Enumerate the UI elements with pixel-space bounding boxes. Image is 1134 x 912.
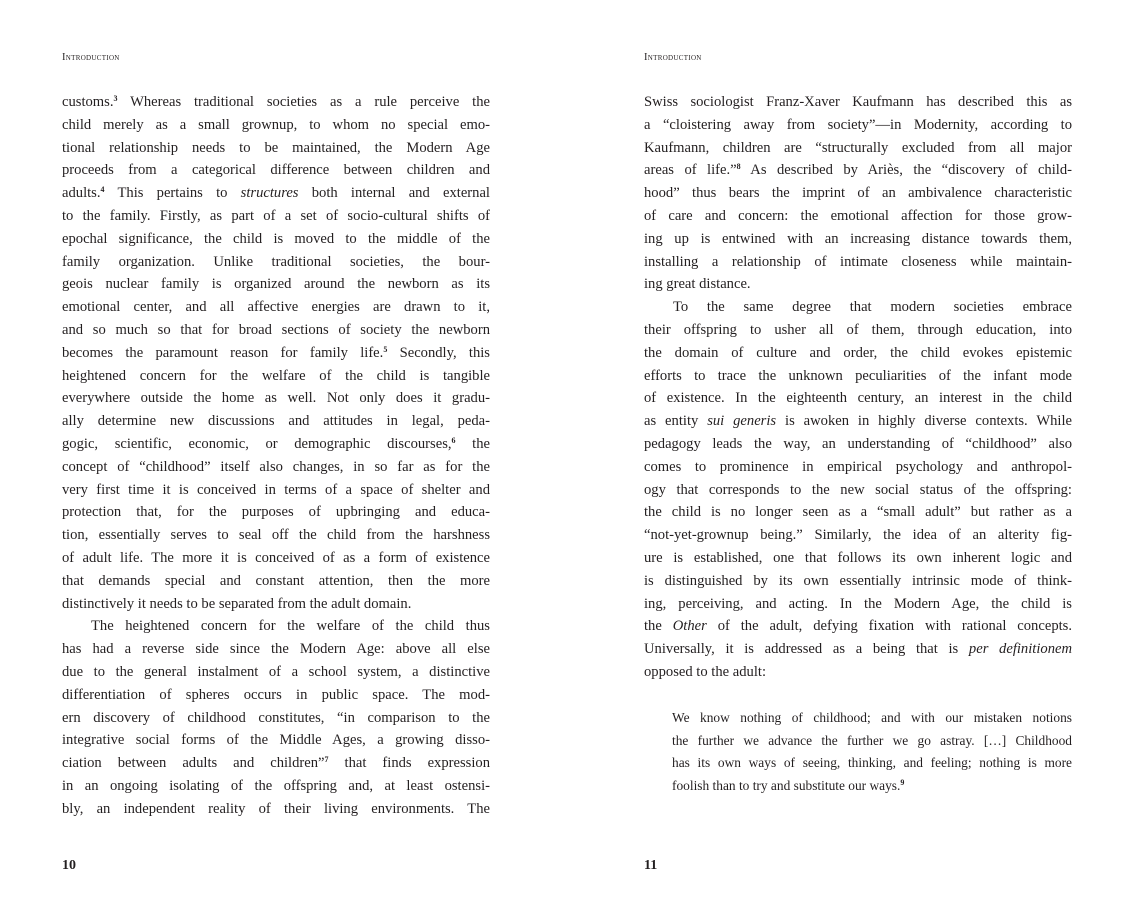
text-line: becomes the paramount reason for family life.$^5$ Secondly, this <box>62 344 490 361</box>
text-line: very first time it is conceived in terms of a space of shelter and <box>62 481 490 498</box>
text-line: has had a reverse side since the Modern Age: above all else <box>62 641 490 658</box>
footnote-ref: 6 <box>451 435 456 445</box>
block-quote <box>672 707 1072 798</box>
text-line: comes to prominence in empirical psychology and anthropol- <box>644 458 1072 475</box>
text-line: geois nuclear family is organized around the newborn as its <box>62 276 490 293</box>
page-number: 10 <box>62 858 76 873</box>
text-line: To the same degree that modern societies embrace <box>673 299 1072 316</box>
text-line: ing up is entwined with an increasing distance towards them, <box>644 230 1072 247</box>
text-line: Swiss sociologist Franz-Xaver Kaufmann has described this as <box>644 94 1072 110</box>
running-head: Introduction <box>644 52 702 63</box>
footnote-ref: 4 <box>100 185 105 195</box>
body-text <box>62 91 490 821</box>
footnote-ref: 9 <box>900 778 905 788</box>
page-number: 11 <box>644 858 658 873</box>
text-line: differentiation of spheres occurs in public space. The mod- <box>62 686 490 703</box>
text-line: concept of “childhood” itself also changes, in so far as for the <box>62 458 490 475</box>
text-line: the child is no longer seen as a “small adult” but rather as a <box>644 504 1072 521</box>
text-line: “not-yet-grownup being.” Similarly, the idea of an alterity fig- <box>644 527 1072 544</box>
text-line: Universally, it is addressed as a being that is per definitionem <box>644 641 1073 658</box>
footnote-ref: 7 <box>324 755 329 765</box>
text-line: child merely as a small grownup, to whom no special emo- <box>62 116 490 133</box>
footnote-ref: 3 <box>113 94 118 103</box>
text-line: Kaufmann, children are “structurally excluded from all major <box>644 139 1072 156</box>
text-line: the domain of culture and order, the child evokes epistemic <box>644 344 1072 361</box>
text-line: adults.$^4$ This pertains to structures both internal and external <box>62 185 490 202</box>
text-line: proceeds from a categorical difference between children and <box>62 162 490 179</box>
text-line: tional relationship needs to be maintained, the Modern Age <box>62 139 490 156</box>
text-line: emotional center, and all affective energies are drawn to it, <box>62 299 490 316</box>
text-line: integrative social forms of the Middle Ages, a growing disso- <box>62 732 490 749</box>
footnote-ref: 5 <box>383 344 388 354</box>
footnote-ref: 8 <box>736 162 741 172</box>
text-line: to the family. Firstly, as part of a set of socio-cultural shifts of <box>62 207 490 224</box>
text-line: a “cloistering away from society”—in Modernity, according to <box>644 116 1072 133</box>
text-line: in an ongoing isolating of the offspring and, at least ostensi- <box>62 777 490 794</box>
quote-line: the further we advance the further we go astray. […] Childhood <box>672 732 1072 748</box>
text-line: as entity sui generis is awoken in highly diverse contexts. While <box>644 413 1072 430</box>
text-line: ally determine new discussions and attitudes in legal, peda- <box>62 413 490 430</box>
text-line: of existence. In the eighteenth century, an interest in the child <box>644 390 1072 407</box>
text-line: tion, essentially serves to seal off the child from the harshness <box>62 527 490 544</box>
text-line: ure is established, one that follows its own inherent logic and <box>644 549 1072 566</box>
text-line: areas of life.”$^8$ As described by Ariès, the “discovery of child- <box>644 162 1072 179</box>
text-line: ogy that corresponds to the new social status of the offspring: <box>644 481 1072 498</box>
text-line: protection that, for the purposes of upbringing and educa- <box>62 504 490 521</box>
text-line: bly, an independent reality of their living environments. The <box>62 800 490 817</box>
text-line: that demands special and constant attention, then the more <box>62 572 490 589</box>
text-line: installing a relationship of intimate closeness while maintain- <box>644 253 1072 270</box>
text-line: ing, perceiving, and acting. In the Modern Age, the child is <box>644 595 1072 612</box>
quote-line: has its own ways of seeing, thinking, and feeling; nothing is more <box>672 755 1072 771</box>
left-page <box>62 0 490 912</box>
text-line: epochal significance, the child is moved to the middle of the <box>62 230 490 247</box>
text-line: The heightened concern for the welfare of the child thus <box>91 618 490 635</box>
text-line: of care and concern: the emotional affection for those grow- <box>644 207 1072 224</box>
text-line: ern discovery of childhood constitutes, “in comparison to the <box>62 709 490 726</box>
text-line: and so much so that for broad sections of society the newborn <box>62 321 490 338</box>
text-line: the Other of the adult, defying fixation with rational concepts. <box>644 618 1072 635</box>
text-line: their offspring to usher all of them, through education, into <box>644 321 1072 338</box>
body-text <box>644 91 1072 684</box>
right-page <box>644 0 1072 912</box>
text-line: distinctively it needs to be separated from the adult domain. <box>62 595 412 612</box>
text-line: efforts to trace the unknown peculiarities of the infant mode <box>644 367 1072 384</box>
text-line: due to the general instalment of a school system, a distinctive <box>62 663 490 680</box>
quote-line: We know nothing of childhood; and with our mistaken notions <box>672 710 1072 725</box>
text-line: ciation between adults and children”$^7$ that finds expression <box>62 755 490 772</box>
text-line: heightened concern for the welfare of the child is tangible <box>62 367 490 384</box>
text-line: hood” thus bears the imprint of an ambivalence characteristic <box>644 185 1072 202</box>
text-line: of adult life. The more it is conceived of as a form of existence <box>62 549 490 566</box>
running-head: Introduction <box>62 52 120 63</box>
text-line: everywhere outside the home as well. Not only does it gradu- <box>62 390 490 407</box>
text-line: is distinguished by its own essentially intrinsic mode of think- <box>644 572 1072 589</box>
quote-line: foolish than to try and substitute our ways.$^9$ <box>672 778 905 794</box>
text-line: pedagogy leads the way, an understanding of “childhood” also <box>644 435 1072 452</box>
text-line: family organization. Unlike traditional societies, the bour- <box>62 253 490 270</box>
text-line: ing great distance. <box>644 276 751 293</box>
text-line: opposed to the adult: <box>644 663 767 680</box>
text-line: gogic, scientific, economic, or demographic discourses,$^6$ the <box>62 435 490 452</box>
text-line: customs.$^3$ Whereas traditional societies as a rule perceive the <box>62 94 490 110</box>
